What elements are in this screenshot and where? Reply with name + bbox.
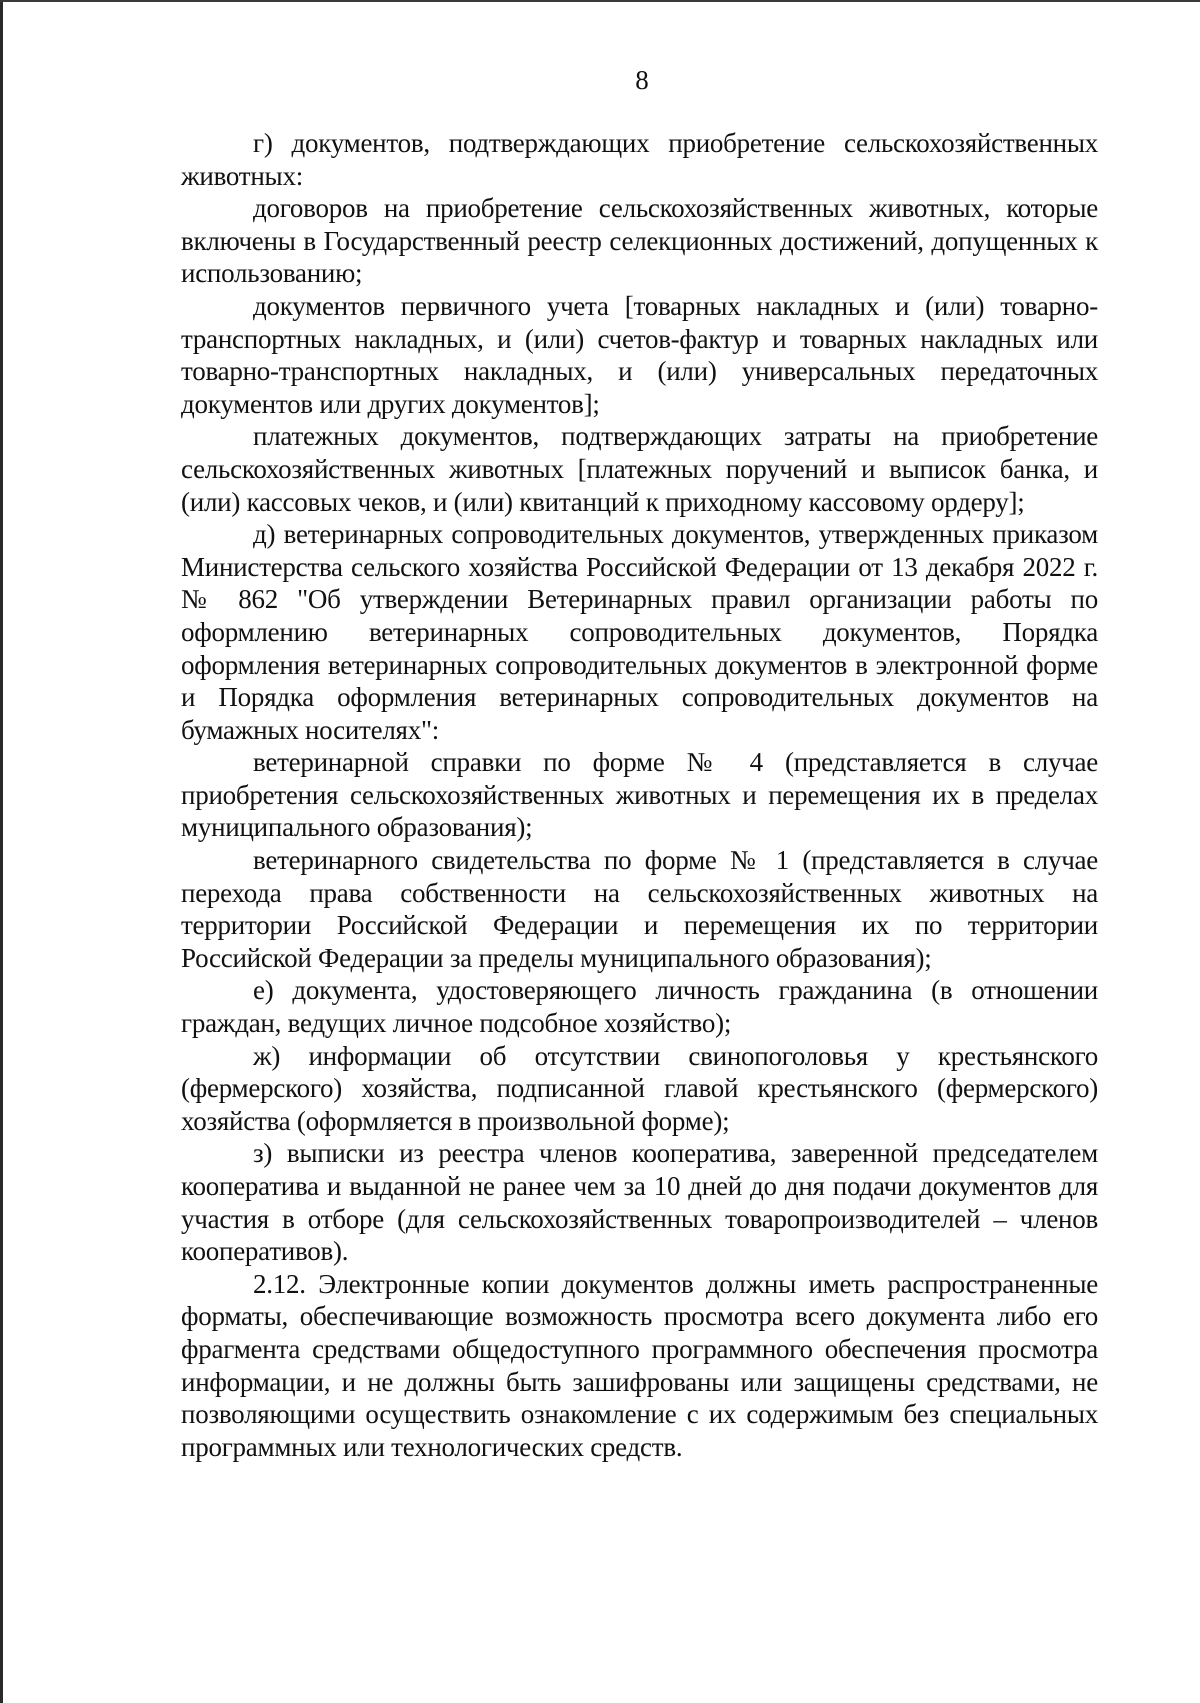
- paragraph-payment-documents: платежных документов, подтверждающих затраты на приобретение сельскохозяйственных животных [платежных поручений и выписок банка, и (или) кассовых чеков, и (или) квитанций к приходному кассовому ордеру];: [181, 421, 1098, 517]
- document-body: [181, 127, 1098, 1463]
- scan-edge-top: [0, 0, 1200, 2]
- paragraph-g-documents: г) документов, подтверждающих приобретение сельскохозяйственных животных:: [181, 128, 1098, 191]
- page-number: 8: [635, 65, 649, 95]
- paragraph-e-identity-document: е) документа, удостоверяющего личность гражданина (в отношении граждан, ведущих личное подсобное хозяйство);: [181, 975, 1098, 1039]
- paragraph-purchase-contracts: договоров на приобретение сельскохозяйственных животных, которые включены в Государственный реестр селекционных достижений, допущенных к использованию;: [181, 193, 1098, 289]
- paragraph-veterinary-certificate-form-4: ветеринарной справки по форме № 4 (представляется в случае приобретения сельскохозяйственных животных и перемещения их в пределах муниципального образования);: [181, 747, 1098, 843]
- scan-edge-left: [0, 0, 3, 1703]
- paragraph-zh-no-pigs-information: ж) информации об отсутствии свинопоголовья у крестьянского (фермерского) хозяйства, подписанной главой крестьянского (фермерского) хозяйства (оформляется в произвольной форме);: [181, 1040, 1098, 1136]
- paragraph-2-12-electronic-copies: 2.12. Электронные копии документов должны иметь распространенные форматы, обеспечивающие возможность просмотра всего документа либо его фрагмента средствами общедоступного программного обеспечения просмотра информации, и не должны быть зашифрованы или защищены средствами, не позволяющими осуществить ознакомление с их содержимым без специальных программных или технологических средств.: [181, 1268, 1098, 1462]
- paragraph-z-cooperative-register-extract: з) выписки из реестра членов кооператива, заверенной председателем кооператива и выданной не ранее чем за 10 дней до дня подачи документов для участия в отборе (для сельскохозяйственных товаропроизводителей – членов кооперативов).: [181, 1138, 1098, 1267]
- paragraph-veterinary-certificate-form-1: ветеринарного свидетельства по форме № 1 (представляется в случае перехода права собственности на сельскохозяйственных животных на территории Российской Федерации и перемещения их по территории Российской Федерации за пределы муниципального образования);: [181, 845, 1098, 973]
- paragraph-d-veterinary-documents: д) ветеринарных сопроводительных документов, утвержденных приказом Министерства сельского хозяйства Российской Федерации от 13 декабря 2022 г. № 862 "Об утверждении Ветеринарных правил организации работы по оформлению ветеринарных сопроводительных документов, Порядка оформления ветеринарных сопроводительных документов в электронной форме и Порядка оформления ветеринарных сопроводительных документов на бумажных носителях":: [181, 519, 1098, 745]
- paragraph-primary-accounting-documents: документов первичного учета [товарных накладных и (или) товарно-транспортных накладных, и (или) счетов-фактур и товарных накладных или товарно-транспортных накладных, и (или) универсальных передаточных документов или других документов];: [181, 290, 1098, 419]
